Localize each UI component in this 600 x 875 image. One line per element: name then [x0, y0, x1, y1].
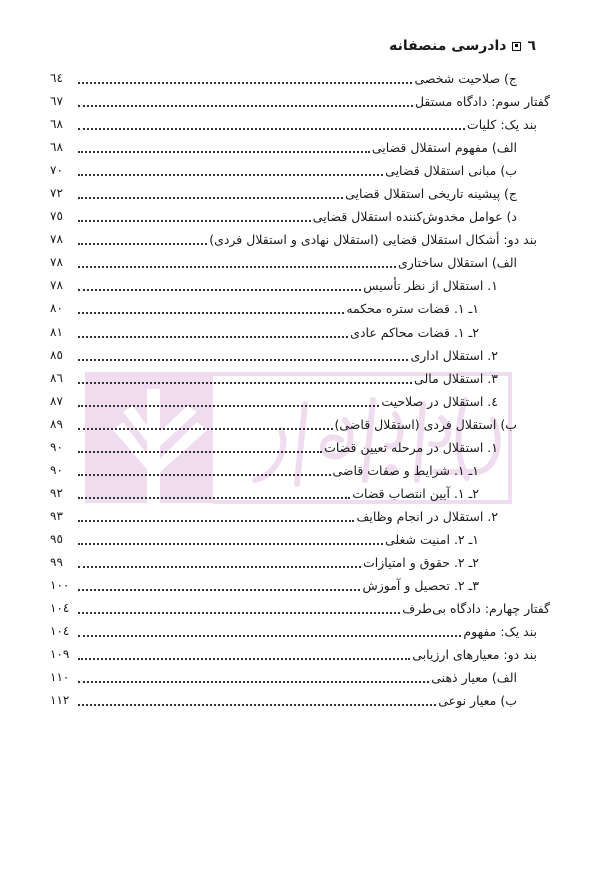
- toc-entry[interactable]: [50, 390, 550, 413]
- toc-entry[interactable]: [50, 90, 550, 113]
- dot-leader: [78, 251, 398, 274]
- toc-entry[interactable]: [50, 643, 550, 666]
- toc-entry-title: ١ـ ١. شرایط و صفات قاضی: [332, 462, 479, 478]
- toc-entry[interactable]: [50, 436, 550, 459]
- toc-entry-title: ٣ـ ٢. تحصیل و آموزش: [362, 578, 479, 594]
- dot-leader: [78, 689, 438, 712]
- toc-entry-title: بند یک: کلیات: [466, 117, 537, 133]
- toc-entry-page-number: ٧٠: [50, 163, 63, 178]
- toc-entry-title: ب) استقلال فردی (استقلال قاضی): [334, 416, 517, 432]
- toc-entry[interactable]: [50, 228, 550, 251]
- toc-entry-title: ٤. استقلال در صلاحیت: [381, 393, 498, 409]
- toc-entry-title: ١ـ ١. قضات ستره محکمه: [346, 301, 479, 317]
- toc-entry-title: ج) صلاحیت شخصی: [414, 71, 517, 87]
- dot-leader: [78, 367, 414, 390]
- toc-entry-title: بند یک: مفهوم: [463, 624, 537, 640]
- dot-leader: [78, 136, 372, 159]
- dot-leader: [78, 505, 356, 528]
- toc-entry-page-number: ٧٨: [50, 278, 63, 293]
- toc-entry-page-number: ١٠٩: [50, 647, 70, 662]
- toc-entry-title: ب) معیار نوعی: [438, 693, 517, 709]
- toc-entry-page-number: ٩٣: [50, 508, 63, 523]
- toc-entry-page-number: ٨٥: [50, 347, 63, 362]
- toc-entry[interactable]: [50, 297, 550, 320]
- toc-entry-title: ٢ـ ٢. حقوق و امتیازات: [362, 555, 479, 570]
- toc-entry-title: بند دو: معیارهای ارزیابی: [412, 647, 537, 663]
- toc-entry[interactable]: [50, 689, 550, 712]
- dot-leader: [78, 390, 381, 413]
- toc-entry-title: ٣. استقلال مالی: [414, 370, 498, 386]
- toc-entry-page-number: ٨١: [50, 324, 63, 339]
- toc-entry-page-number: ٩٢: [50, 485, 63, 500]
- toc-entry-title: الف) استقلال ساختاری: [397, 255, 517, 271]
- dot-leader: [78, 643, 412, 666]
- toc-entry[interactable]: [50, 113, 550, 136]
- toc-entry-page-number: ٦٨: [50, 117, 63, 132]
- toc-entry-page-number: ٩٠: [50, 462, 63, 477]
- toc-entry-page-number: ٦٤: [50, 71, 63, 86]
- toc-entry-title: ١. استقلال در مرحله تعیین قضات: [324, 439, 498, 455]
- dot-leader: [78, 321, 350, 344]
- toc-entry-page-number: ٧٨: [50, 255, 63, 270]
- toc-entry[interactable]: [50, 67, 550, 90]
- toc-entry[interactable]: [50, 136, 550, 159]
- toc-entry-page-number: ١٠٤: [50, 601, 70, 616]
- toc-entry[interactable]: [50, 367, 550, 390]
- dot-leader: [78, 436, 324, 459]
- toc-entry-page-number: ١١٠: [50, 670, 70, 685]
- toc-entry-page-number: ٩٩: [50, 555, 63, 569]
- toc-entry-title: گفتار سوم: دادگاه مستقل: [414, 94, 550, 110]
- toc-entry-title: د) عوامل مخدوش‌کننده استقلال قضایی: [312, 209, 517, 225]
- toc-entry-title: ٢ـ ١. قضات محاکم عادی: [350, 324, 479, 340]
- table-of-contents: [50, 67, 550, 712]
- toc-entry-title: ٢. استقلال در انجام وظایف: [356, 508, 498, 524]
- toc-entry-title: گفتار چهارم: دادگاه بی‌طرف: [402, 601, 550, 617]
- toc-entry[interactable]: [50, 344, 550, 367]
- square-separator-icon: [512, 42, 521, 51]
- toc-entry-title: بند دو: أشکال استقلال قضایی (استقلال نهادی و استقلال فردی): [209, 232, 537, 248]
- toc-entry[interactable]: [50, 251, 550, 274]
- toc-entry[interactable]: [50, 666, 550, 689]
- toc-entry-page-number: ٨٧: [50, 393, 63, 408]
- dot-leader: [78, 666, 431, 689]
- running-header: [389, 38, 536, 54]
- header-book-title: دادرسی منصفانه: [389, 38, 507, 54]
- dot-leader: [78, 67, 414, 90]
- dot-leader: [78, 113, 467, 136]
- dot-leader: [78, 597, 402, 620]
- toc-entry-title: ٢ـ ١. آیین انتصاب قضات: [352, 485, 479, 501]
- toc-entry-title: ب) مبانی استقلال قضایی: [385, 163, 517, 179]
- dot-leader: [78, 413, 335, 436]
- dot-leader: [78, 344, 410, 367]
- toc-entry[interactable]: [50, 482, 550, 505]
- toc-entry[interactable]: [50, 274, 550, 297]
- dot-leader: [78, 159, 385, 182]
- toc-entry-page-number: ٦٧: [50, 94, 63, 109]
- toc-entry[interactable]: [50, 321, 550, 344]
- dot-leader: [78, 297, 346, 320]
- dot-leader: [78, 228, 209, 251]
- toc-entry-title: ١ـ ٢. امنیت شغلی: [384, 531, 479, 547]
- dot-leader: [78, 205, 313, 228]
- toc-entry[interactable]: [50, 551, 550, 574]
- toc-entry[interactable]: [50, 182, 550, 205]
- toc-entry[interactable]: [50, 597, 550, 620]
- toc-entry-title: الف) مفهوم استقلال قضایی: [371, 140, 517, 156]
- toc-entry-page-number: ١١٢: [50, 693, 70, 708]
- toc-entry-title: ج) پیشینه تاریخی استقلال قضایی: [345, 186, 517, 202]
- toc-entry[interactable]: [50, 620, 550, 643]
- dot-leader: [78, 551, 363, 574]
- toc-entry-page-number: ٩٥: [50, 531, 63, 546]
- toc-entry-page-number: ١٠٤: [50, 624, 70, 639]
- toc-entry[interactable]: [50, 459, 550, 482]
- toc-entry[interactable]: [50, 413, 550, 436]
- dot-leader: [78, 459, 333, 482]
- toc-entry-page-number: ٨٦: [50, 370, 63, 385]
- toc-entry-page-number: ٦٨: [50, 140, 63, 155]
- dot-leader: [78, 620, 463, 643]
- dot-leader: [78, 528, 385, 551]
- dot-leader: [78, 482, 352, 505]
- toc-entry-title: ١. استقلال از نظر تأسیس: [363, 278, 498, 294]
- toc-entry-page-number: ٨٩: [50, 416, 63, 431]
- dot-leader: [78, 274, 363, 297]
- dot-leader: [78, 90, 415, 113]
- toc-entry[interactable]: [50, 205, 550, 228]
- dot-leader: [78, 574, 362, 597]
- dot-leader: [78, 182, 345, 205]
- toc-entry-title: ٢. استقلال اداری: [410, 347, 498, 363]
- toc-entry-page-number: ٩٠: [50, 439, 63, 454]
- toc-entry-title: الف) معیار ذهنی: [431, 670, 517, 686]
- toc-entry-page-number: ١٠٠: [50, 578, 70, 593]
- toc-entry-page-number: ٧٥: [50, 209, 63, 224]
- toc-entry-page-number: ٧٢: [50, 186, 63, 201]
- toc-entry[interactable]: [50, 159, 550, 182]
- toc-entry-page-number: ٧٨: [50, 232, 63, 247]
- toc-entry[interactable]: [50, 505, 550, 528]
- toc-entry[interactable]: [50, 574, 550, 597]
- toc-entry[interactable]: [50, 528, 550, 551]
- header-page-number: ٦: [527, 38, 536, 54]
- toc-entry-page-number: ٨٠: [50, 301, 63, 316]
